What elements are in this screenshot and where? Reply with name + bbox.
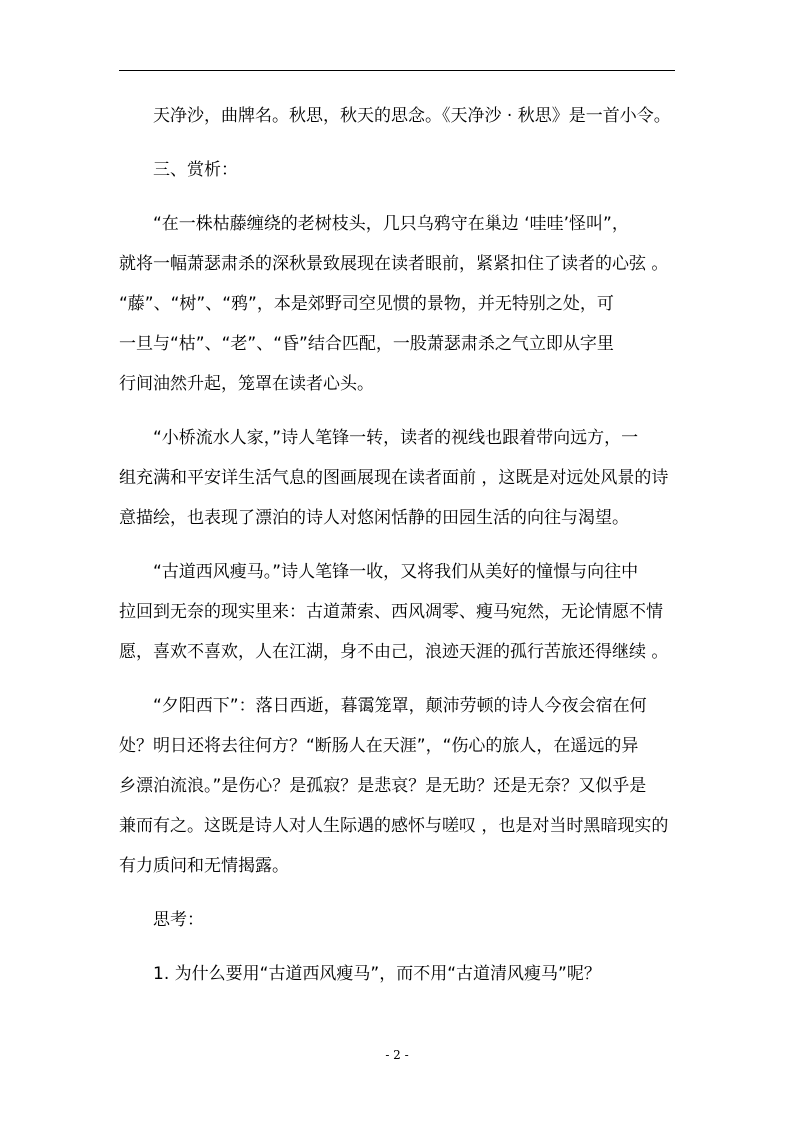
paragraph-small-bridge bbox=[119, 418, 679, 538]
text-line: 处？明日还将去往何方？“断肠人在天涯”，“伤心的旅人，在遥远的异 bbox=[119, 736, 639, 756]
page-number: - 2 - bbox=[385, 1048, 409, 1062]
paragraph-title-explanation bbox=[119, 96, 679, 136]
section-heading-appreciation bbox=[119, 150, 679, 190]
section-heading-thinking bbox=[119, 900, 679, 940]
text-line: 1. 为什么要用“古道西风瘦马”，而不用“古道清风瘦马”呢？ bbox=[153, 964, 601, 984]
question-item bbox=[119, 954, 679, 994]
text-line: 有力质问和无情揭露。 bbox=[119, 856, 289, 876]
text-line: “小桥流水人家，”诗人笔锋一转，读者的视线也跟着带向远方，一 bbox=[153, 428, 639, 448]
header-rule bbox=[119, 70, 675, 71]
paragraph-ancient-road bbox=[119, 552, 679, 672]
text-line: “夕阳西下”：落日西逝，暮霭笼罩，颠沛劳顿的诗人今夜会宿在何 bbox=[153, 696, 647, 716]
paragraph-first-imagery bbox=[119, 204, 679, 404]
text-line: 兼而有之。这既是诗人对人生际遇的感怀与嗟叹 ，也是对当时黑暗现实的 bbox=[119, 816, 669, 836]
text-line: 一旦与“枯”、“老”、“昏”结合匹配，一股萧瑟肃杀之气立即从字里 bbox=[119, 334, 614, 354]
text-line: 乡漂泊流浪。”是伤心？是孤寂？是悲哀？是无助？还是无奈？又似乎是 bbox=[119, 776, 647, 796]
text-line: 意描绘，也表现了漂泊的诗人对悠闲恬静的田园生活的向往与渴望。 bbox=[119, 508, 629, 528]
text-line: 天净沙，曲牌名。秋思，秋天的思念。《天净沙 · 秋思》是一首小令。 bbox=[153, 106, 671, 126]
text-line: 就将一幅萧瑟肃杀的深秋景致展现在读者眼前，紧紧扣住了读者的心弦 。 bbox=[119, 254, 669, 274]
text-line: 思考： bbox=[153, 910, 204, 930]
text-line: “古道西风瘦马。”诗人笔锋一收，又将我们从美好的憧憬与向往中 bbox=[153, 562, 639, 582]
text-line: 拉回到无奈的现实里来：古道萧索、西风凋零、瘦马宛然，无论情愿不情 bbox=[119, 602, 663, 622]
text-line: 组充满和平安详生活气息的图画展现在读者面前 ，这既是对远处风景的诗 bbox=[119, 468, 669, 488]
text-line: 愿，喜欢不喜欢，人在江湖，身不由己，浪迹天涯的孤行苦旅还得继续 。 bbox=[119, 642, 669, 662]
document-body bbox=[119, 96, 679, 994]
paragraph-sunset bbox=[119, 686, 679, 886]
text-line: “在一株枯藤缠绕的老树枝头，几只乌鸦守在巢边 ‘哇哇’怪叫”， bbox=[153, 214, 629, 234]
text-line: 行间油然升起，笼罩在读者心头。 bbox=[119, 374, 374, 394]
text-line: “藤”、“树”、“鸦”，本是郊野司空见惯的景物，并无特别之处，可 bbox=[119, 294, 614, 314]
text-line: 三、赏析： bbox=[153, 160, 238, 180]
